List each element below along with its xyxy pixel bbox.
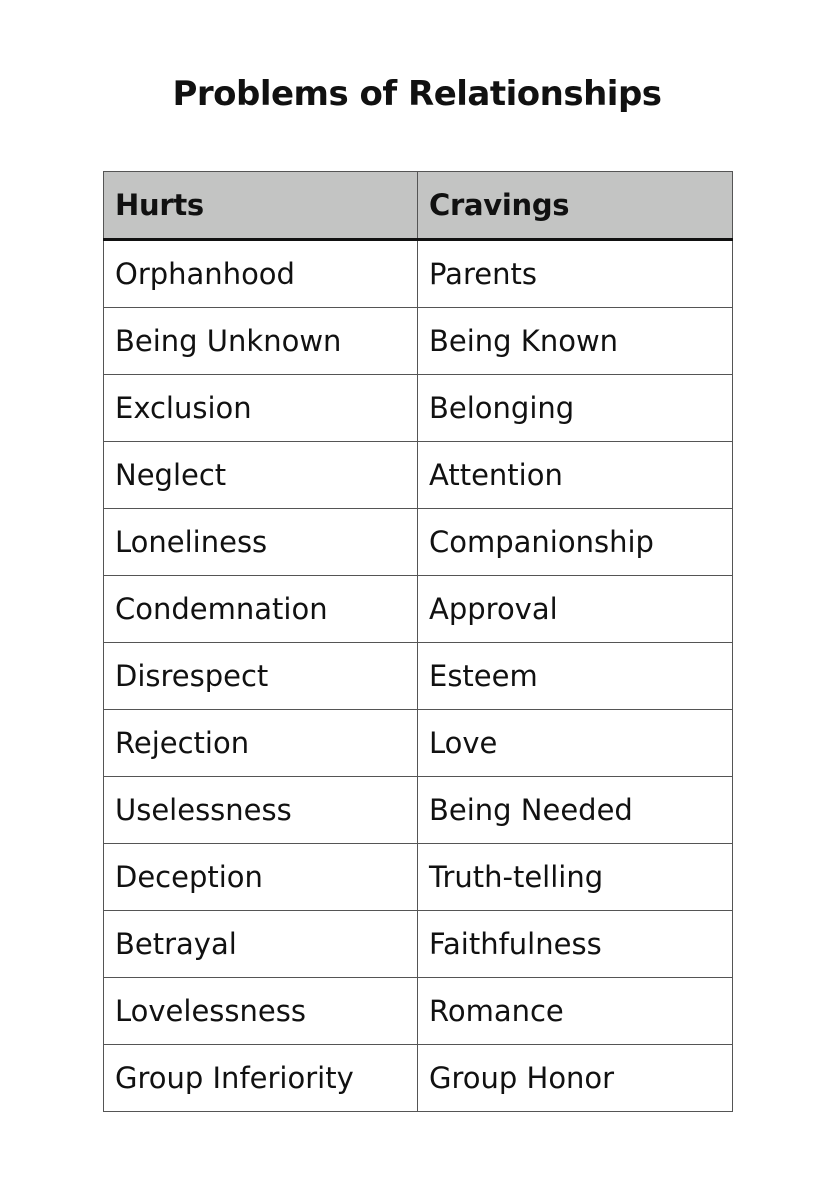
table-header [104,172,733,240]
table-row [104,911,733,978]
hurt-cell: Neglect [104,442,418,509]
table-row [104,777,733,844]
craving-cell: Truth-telling [418,844,733,911]
table-row [104,643,733,710]
table-row [104,1045,733,1112]
table-row [104,509,733,576]
hurt-cell: Lovelessness [104,978,418,1045]
table-row [104,442,733,509]
table-row [104,375,733,442]
page-title: Problems of Relationships [172,74,662,114]
hurt-cell: Condemnation [104,576,418,643]
hurts-cravings-table-container [103,171,732,1112]
hurts-cravings-table [103,171,733,1112]
craving-cell: Approval [418,576,733,643]
craving-cell: Being Known [418,308,733,375]
craving-cell: Attention [418,442,733,509]
table-row [104,844,733,911]
craving-cell: Faithfulness [418,911,733,978]
craving-cell: Being Needed [418,777,733,844]
column-header-hurts: Hurts [104,172,418,240]
table-row [104,240,733,308]
hurt-cell: Deception [104,844,418,911]
table-header-row [104,172,733,240]
craving-cell: Romance [418,978,733,1045]
craving-cell: Parents [418,240,733,308]
table-row [104,710,733,777]
table-body [104,240,733,1112]
hurt-cell: Being Unknown [104,308,418,375]
table-row [104,308,733,375]
table-row [104,576,733,643]
craving-cell: Esteem [418,643,733,710]
craving-cell: Belonging [418,375,733,442]
hurt-cell: Disrespect [104,643,418,710]
craving-cell: Love [418,710,733,777]
hurt-cell: Rejection [104,710,418,777]
hurt-cell: Betrayal [104,911,418,978]
table-row [104,978,733,1045]
hurt-cell: Loneliness [104,509,418,576]
hurt-cell: Uselessness [104,777,418,844]
column-header-cravings: Cravings [418,172,733,240]
hurt-cell: Orphanhood [104,240,418,308]
craving-cell: Companionship [418,509,733,576]
hurt-cell: Group Inferiority [104,1045,418,1112]
hurt-cell: Exclusion [104,375,418,442]
craving-cell: Group Honor [418,1045,733,1112]
